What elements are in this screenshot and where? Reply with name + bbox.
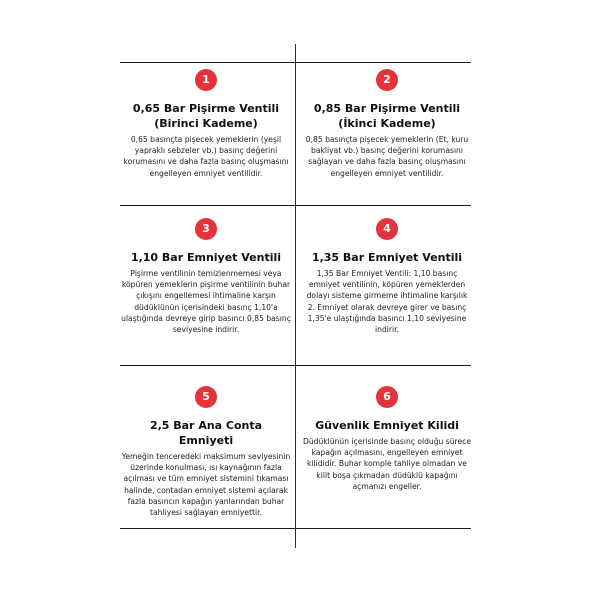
feature-description: Pişirme ventilinin temizlenmemesi veya köpüren yemeklerin pişirme ventilinin buhar çıkışını engellemesi ihtimaline karşın düdüklünün içerisindeki basınç 1,10'a ulaştığında devreye girip basıncı 0,85 basınç seviyesine indirir. (121, 269, 291, 335)
feature-card-4 (302, 218, 472, 335)
number-badge: 4 (376, 218, 398, 240)
number-badge: 6 (376, 386, 398, 408)
feature-card-1 (121, 69, 291, 179)
feature-title: 0,85 Bar Pişirme Ventili (İkinci Kademe) (313, 102, 461, 130)
column-divider (295, 44, 296, 548)
feature-title: 1,10 Bar Emniyet Ventili (130, 251, 282, 264)
feature-title: 1,35 Bar Emniyet Ventili (311, 251, 463, 264)
feature-description: 0,65 basınçta pişecek yemeklerin (yeşil yapraklı sebzeler vb.) basınç değerini korumasını ve daha fazla basınç oluşmasını engelleyen emniyet ventilidir. (123, 135, 289, 178)
number-badge: 2 (376, 69, 398, 91)
number-badge: 1 (195, 69, 217, 91)
feature-description: 1,35 Bar Emniyet Ventili: 1,10 basınç emniyet ventilinin, köpüren yemeklerden dolayı sisteme girmeme ihtimaline karşılık 2. Emniyet olarak devreye girer ve basınç 1,35'e ulaştığında basıncı 1,10 seviyesine indirir. (306, 269, 468, 335)
feature-card-6 (302, 386, 472, 492)
feature-title: Güvenlik Emniyet Kilidi (315, 419, 459, 432)
feature-description: Yemeğin tenceredeki maksimum seviyesinin üzerinde konulması, ısı kaynağının fazla açılması ve tüm emniyet sistemini tıkaması halinde, contadan emniyet sistemi açılarak fazla basıncın kapağın yanlarından buhar tahliyesi sağlayan emniyettir. (121, 452, 291, 518)
feature-card-5 (121, 386, 291, 518)
feature-card-2 (302, 69, 472, 179)
feature-card-3 (121, 218, 291, 335)
feature-description: 0,85 basınçta pişecek yemeklerin (Et, kuru bakliyat vb.) basınç değerini korumasını sağlayan ve daha fazla basınç oluşmasını engelleyen emniyet ventilidir. (305, 135, 469, 178)
number-badge: 3 (195, 218, 217, 240)
feature-title: 0,65 Bar Pişirme Ventili (Birinci Kademe) (132, 102, 280, 130)
feature-title: 2,5 Bar Ana Conta Emniyeti (149, 419, 263, 447)
number-badge: 5 (195, 386, 217, 408)
feature-description: Düdüklünün içerisinde basınç olduğu sürece kapağın açılmasını, engelleyen emniyet kilididir. Buhar komple tahliye olmadan ve kilit boşa çıkmadan düdüklü kapağını açmanızı engeller. (302, 437, 472, 491)
